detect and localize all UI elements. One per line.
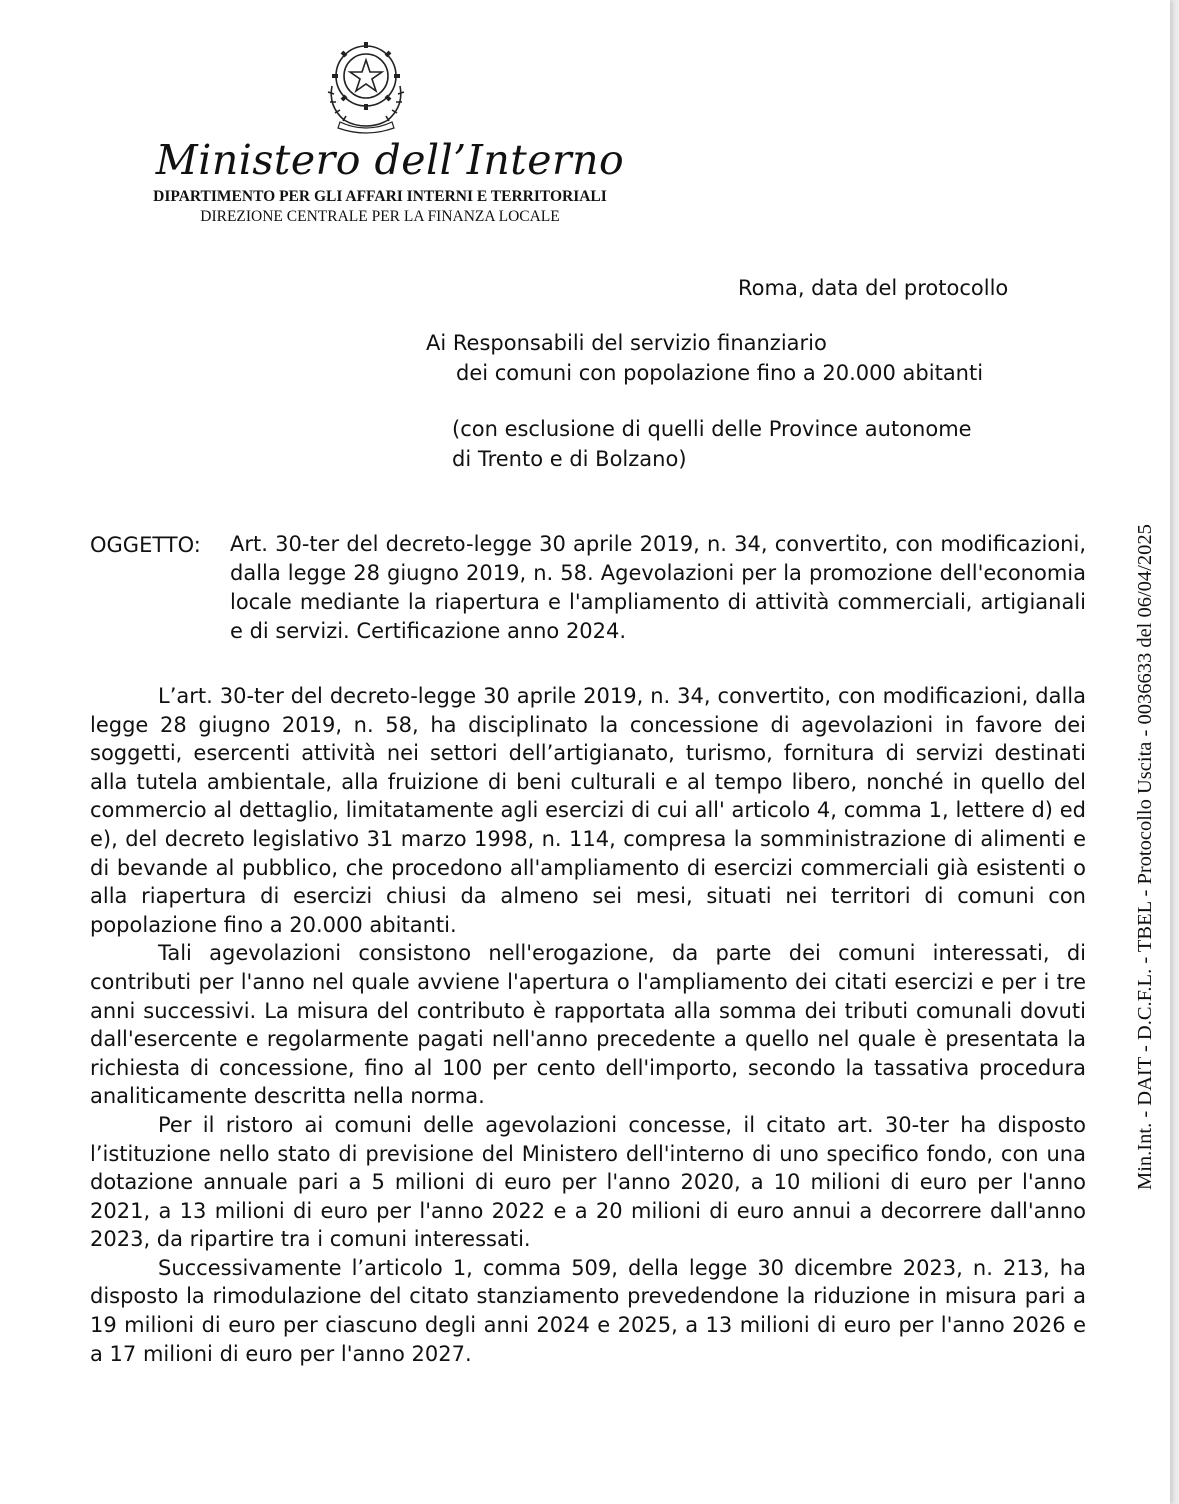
protocol-stamp: Min.Int. - DAIT - D.C.F.L. - TBEL - Protocollo Uscita - 0036633 del 06/04/2025 <box>1134 524 1156 1190</box>
body-paragraph-2: Tali agevolazioni consistono nell'erogazione, da parte dei comuni interessati, di contributi per l'anno nel quale avviene l'apertura o l'ampliamento dei citati esercizi e per i tre anni successivi. La misura del contributo è rapportata alla somma dei tributi comunali dovuti dall'esercente e regolarmente pagati nell'anno precedente a quello nel quale è presentata la richiesta di concessione, fino al 100 per cento dell'importo, secondo la tassativa procedura analiticamente descritta nella norma. <box>90 941 1086 1109</box>
subject-text: Art. 30-ter del decreto-legge 30 aprile 2019, n. 34, convertito, con modificazioni, dalla legge 28 giugno 2019, n. 58. Agevolazioni per la promozione dell'economia locale mediante la riapertura e l'ampliamento di attività commerciali, artigianali e di servizi. Certificazione anno 2024. <box>230 532 1086 643</box>
recipient-line-3: (con esclusione di quelli delle Province autonome <box>452 417 972 441</box>
body-paragraph-1: L’art. 30-ter del decreto-legge 30 aprile 2019, n. 34, convertito, con modificazioni, dalla legge 28 giugno 2019, n. 58, ha disciplinato la concessione di agevolazioni in favore dei soggetti, esercenti attività nei settori dell’artigianato, turismo, fornitura di servizi destinati alla tutela ambientale, alla fruizione di beni culturali e al tempo libero, nonché in quello del commercio al dettaglio, limitatamente agli esercizi di cui all' articolo 4, comma 1, lettere d) ed e), del decreto legislativo 31 marzo 1998, n. 114, compresa la somministrazione di alimenti e di bevande al pubblico, che procedono all'ampliamento di esercizi commerciali già esistenti o alla riapertura di esercizi chiusi da almeno sei mesi, situati nei territori di comuni con popolazione fino a 20.000 abitanti. <box>90 684 1086 937</box>
date-line: Roma, data del protocollo <box>738 276 1009 300</box>
body-paragraph-4: Successivamente l’articolo 1, comma 509, della legge 30 dicembre 2023, n. 213, ha disposto la rimodulazione del citato stanziamento prevedendone la riduzione in misura pari a 19 milioni di euro per ciascuno degli anni 2024 e 2025, a 13 milioni di euro per l'anno 2026 e a 17 milioni di euro per l'anno 2027. <box>90 1255 1086 1366</box>
letter-body <box>90 682 1086 1368</box>
italian-republic-emblem-icon <box>322 36 410 134</box>
recipient-line-1: Ai Responsabili del servizio finanziario <box>426 331 827 355</box>
direction-name: DIREZIONE CENTRALE PER LA FINANZA LOCALE <box>200 208 560 225</box>
department-name: DIPARTIMENTO PER GLI AFFARI INTERNI E TERRITORIALI <box>153 188 607 205</box>
subject-label: OGGETTO: <box>90 533 201 557</box>
recipient-line-4: di Trento e di Bolzano) <box>452 447 687 471</box>
recipient-line-2: dei comuni con popolazione fino a 20.000 abitanti <box>456 361 984 385</box>
body-paragraph-3: Per il ristoro ai comuni delle agevolazioni concesse, il citato art. 30-ter ha disposto l’istituzione nello stato di previsione del Ministero dell'interno di uno specifico fondo, con una dotazione annuale pari a 5 milioni di euro per l'anno 2020, a 10 milioni di euro per l'anno 2021, a 13 milioni di euro per l'anno 2022 e a 20 milioni di euro annui a decorrere dall'anno 2023, da ripartire tra i comuni interessati. <box>90 1112 1086 1252</box>
ministry-title: Ministero dell’Interno <box>155 136 625 184</box>
